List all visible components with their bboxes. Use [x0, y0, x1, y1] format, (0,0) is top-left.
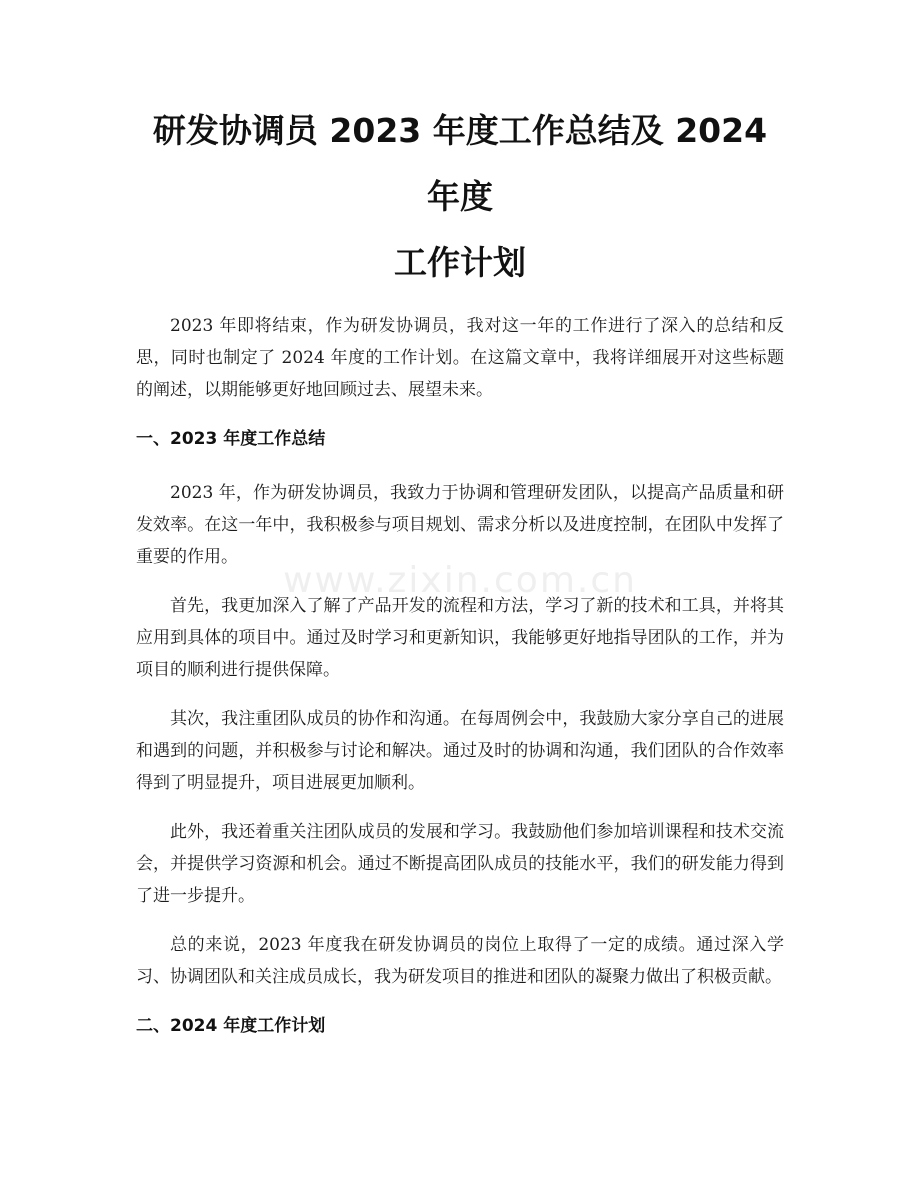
watermark-text: www.zixin.com.cn	[283, 560, 637, 601]
summary-paragraph-5: 总的来说，2023 年度我在研发协调员的岗位上取得了一定的成绩。通过深入学习、协调团队和关注成员成长，我为研发项目的推进和团队的凝聚力做出了积极贡献。	[136, 935, 784, 987]
summary-paragraph-3: 其次，我注重团队成员的协作和沟通。在每周例会中，我鼓励大家分享自己的进展和遇到的问题，并积极参与讨论和解决。通过及时的协调和沟通，我们团队的合作效率得到了明显提升，项目进展更加顺利。	[136, 709, 784, 793]
section-heading-2024-plan: 二、2024 年度工作计划	[136, 1016, 326, 1036]
summary-paragraph-4: 此外，我还着重关注团队成员的发展和学习。我鼓励他们参加培训课程和技术交流会，并提供学习资源和机会。通过不断提高团队成员的技能水平，我们的研发能力得到了进一步提升。	[136, 822, 784, 906]
summary-paragraph-1: 2023 年，作为研发协调员，我致力于协调和管理研发团队，以提高产品质量和研发效率。在这一年中，我积极参与项目规划、需求分析以及进度控制，在团队中发挥了重要的作用。	[136, 483, 784, 567]
title-line-1: 研发协调员 2023 年度工作总结及 2024 年度	[152, 111, 768, 216]
section-heading-2023-summary: 一、2023 年度工作总结	[136, 429, 326, 449]
summary-paragraph-2: 首先，我更加深入了解了产品开发的流程和方法，学习了新的技术和工具，并将其应用到具体的项目中。通过及时学习和更新知识，我能够更好地指导团队的工作，并为项目的顺利进行提供保障。	[136, 596, 784, 680]
title-line-2: 工作计划	[394, 243, 526, 282]
intro-paragraph: 2023 年即将结束，作为研发协调员，我对这一年的工作进行了深入的总结和反思，同时也制定了 2024 年度的工作计划。在这篇文章中，我将详细展开对这些标题的阐述，以期能够更好地回顾过去、展望未来。	[136, 316, 784, 400]
document-title	[136, 98, 784, 296]
